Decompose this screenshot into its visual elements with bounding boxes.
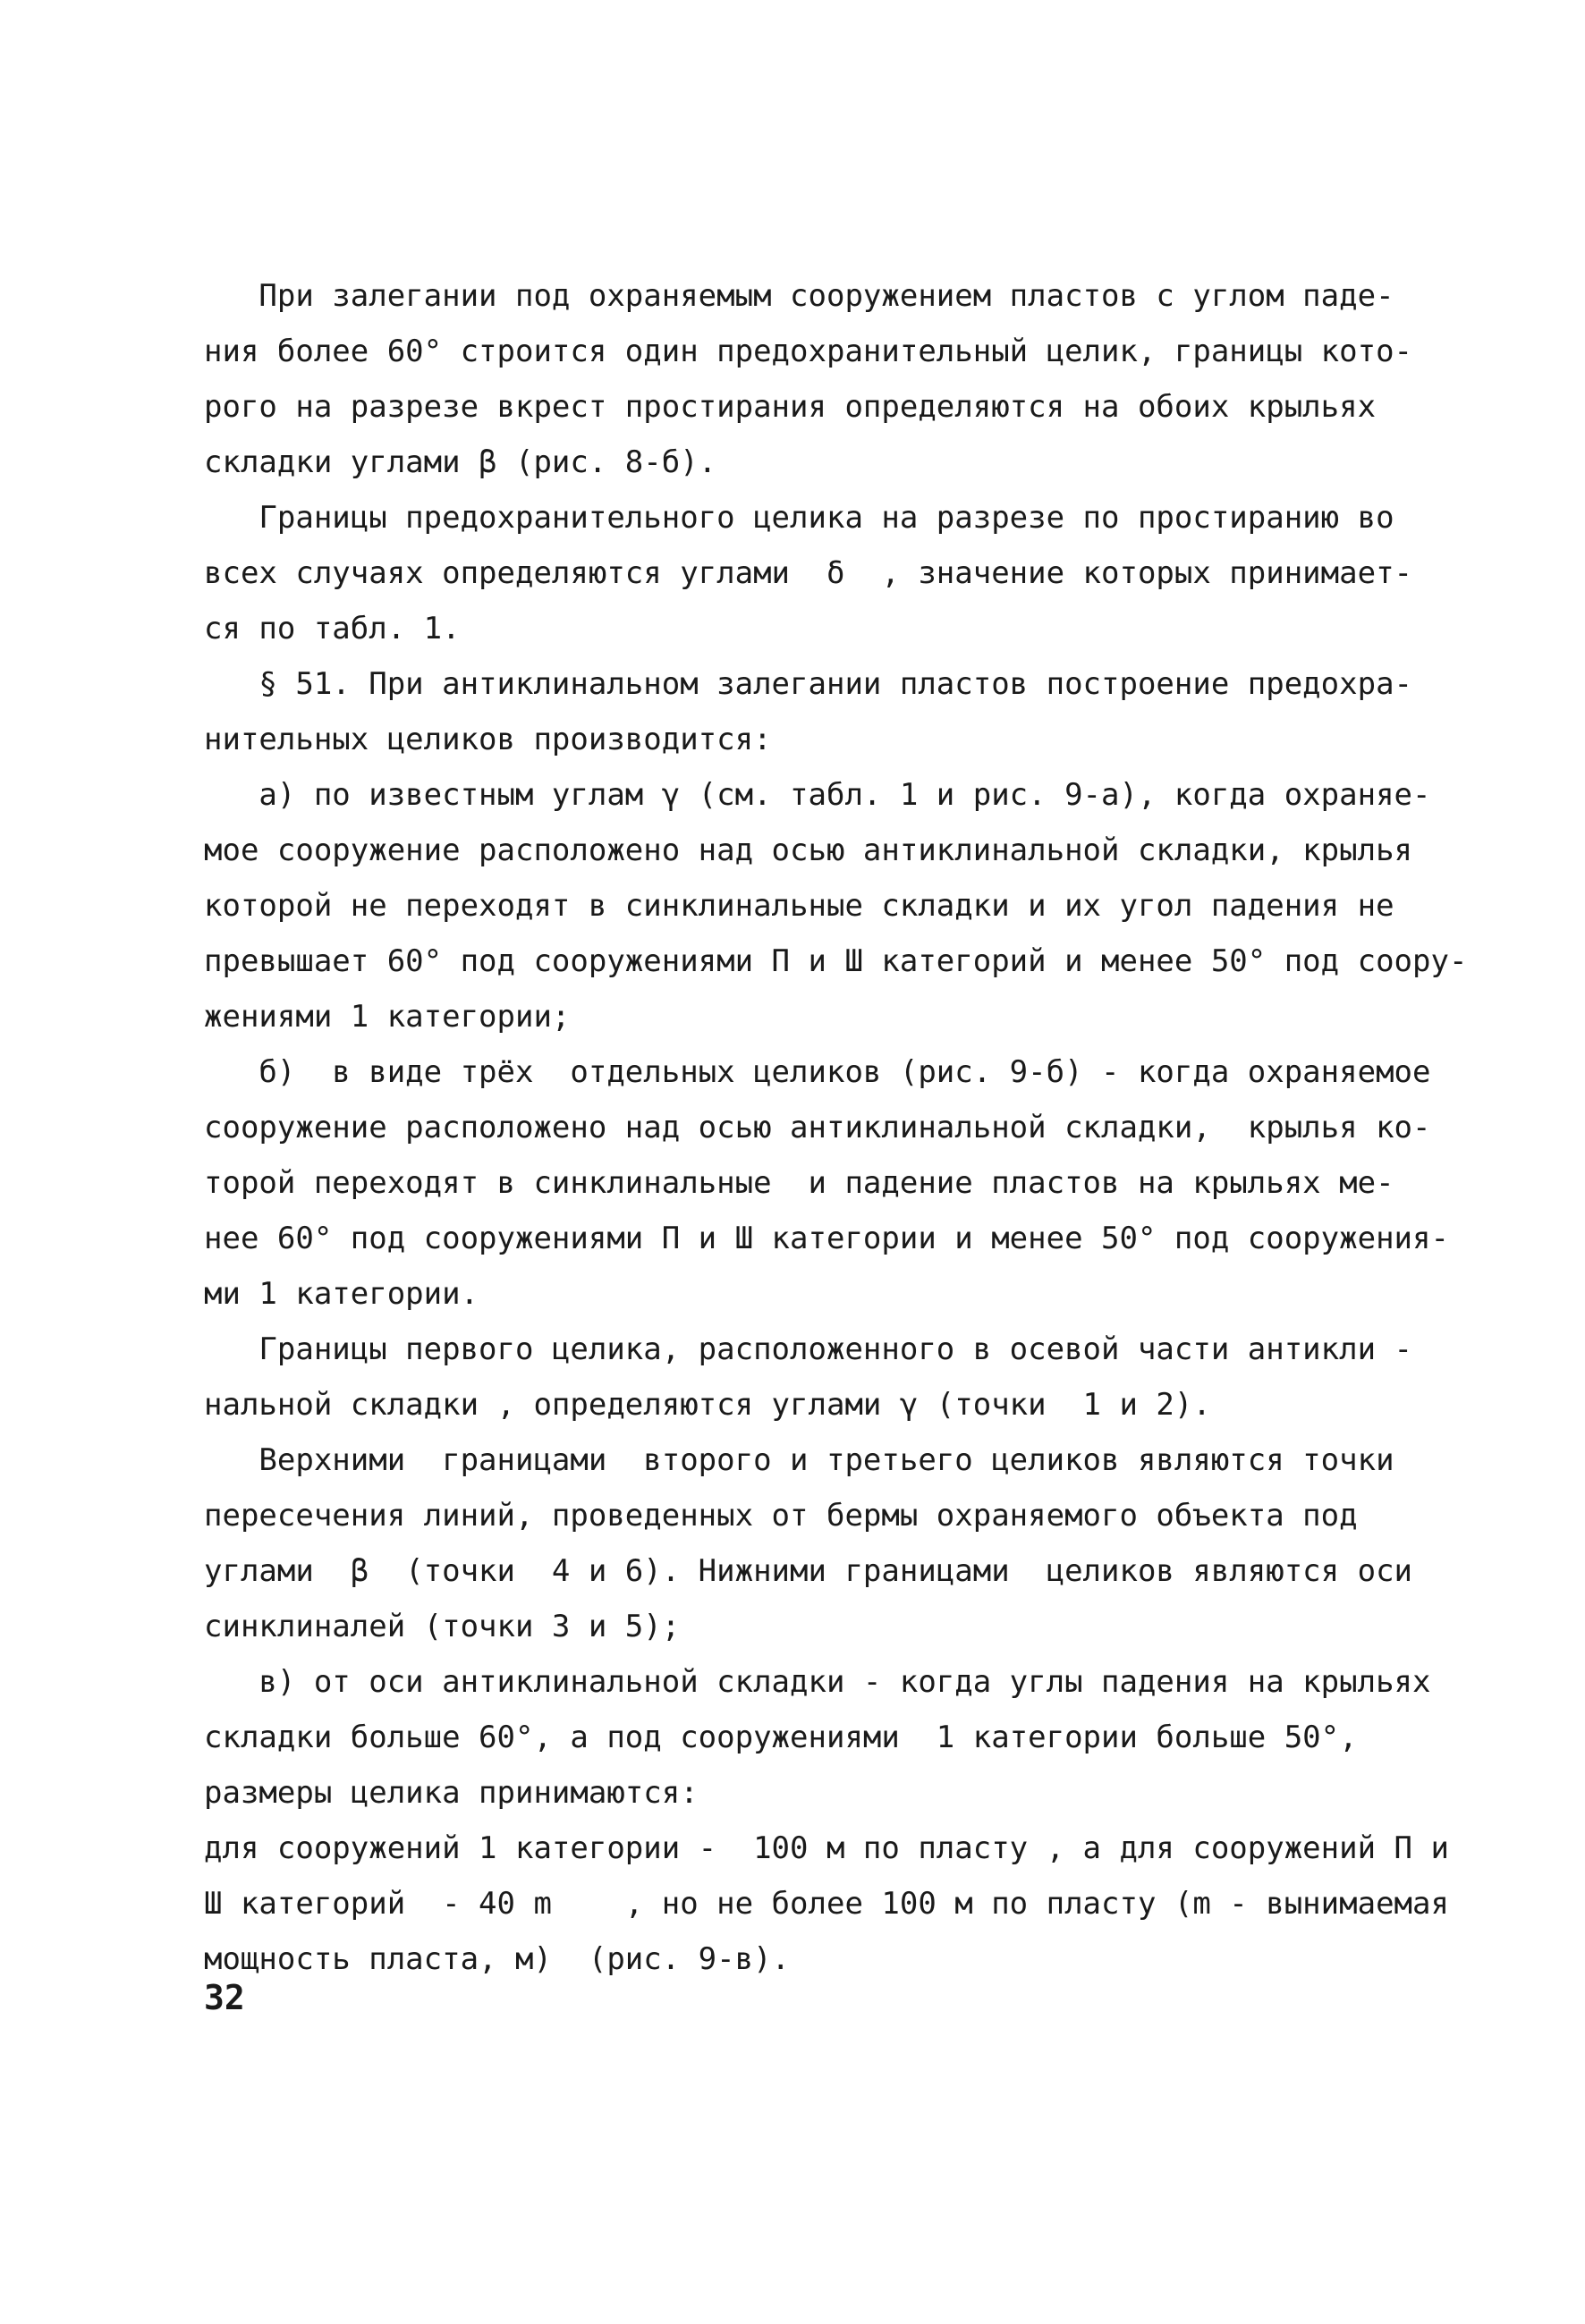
text-line: для сооружений 1 категории - 100 м по пласту , а для сооружений П и: [204, 1830, 1449, 1866]
text-line: складки углами β (рис. 8-б).: [204, 444, 717, 480]
text-line: мощность пласта, м) (рис. 9-в).: [204, 1941, 791, 1977]
page-number: 32: [204, 1978, 245, 2017]
text-line: Границы предохранительного целика на разрезе по простиранию во: [204, 500, 1394, 536]
text-line: в) от оси антиклинальной складки - когда углы падения на крыльях: [204, 1664, 1431, 1700]
text-line: торой переходят в синклинальные и падение пластов на крыльях ме-: [204, 1165, 1394, 1201]
text-line: всех случаях определяются углами δ , значение которых принимает-: [204, 555, 1413, 591]
text-line: складки больше 60°, а под сооружениями 1 категории больше 50°,: [204, 1720, 1358, 1755]
body-text: [204, 268, 1468, 1987]
text-line: Границы первого целика, расположенного в осевой части антикли -: [204, 1331, 1413, 1367]
text-line: § 51. При антиклинальном залегании пластов построение предохра-: [204, 666, 1413, 702]
text-line: а) по известным углам γ (см. табл. 1 и рис. 9-а), когда охраняе-: [204, 777, 1431, 813]
text-line: ся по табл. 1.: [204, 611, 461, 646]
text-line: жениями 1 категории;: [204, 999, 571, 1035]
text-line: углами β (точки 4 и 6). Нижними границами целиков являются оси: [204, 1553, 1413, 1589]
text-line: пересечения линий, проведенных от бермы охраняемого объекта под: [204, 1498, 1358, 1534]
text-line: Ш категорий - 40 m , но не более 100 м по пласту (m - вынимаемая: [204, 1886, 1449, 1922]
text-line: Верхними границами второго и третьего целиков являются точки: [204, 1442, 1394, 1478]
text-line: превышает 60° под сооружениями П и Ш категорий и менее 50° под соору-: [204, 943, 1468, 979]
text-line: синклиналей (точки 3 и 5);: [204, 1609, 681, 1644]
text-line: нительных целиков производится:: [204, 722, 772, 757]
text-line: нее 60° под сооружениями П и Ш категории и менее 50° под сооружения-: [204, 1221, 1449, 1256]
text-line: нальной складки , определяются углами γ (точки 1 и 2).: [204, 1387, 1211, 1423]
text-line: б) в виде трёх отдельных целиков (рис. 9-б) - когда охраняемое: [204, 1054, 1431, 1090]
text-line: ния более 60° строится один предохранительный целик, границы кото-: [204, 334, 1413, 369]
text-line: мое сооружение расположено над осью антиклинальной складки, крылья: [204, 832, 1413, 868]
text-line: При залегании под охраняемым сооружением пластов с углом паде-: [204, 278, 1394, 314]
text-line: которой не переходят в синклинальные складки и их угол падения не: [204, 888, 1394, 924]
text-line: сооружение расположено над осью антиклинальной складки, крылья ко-: [204, 1110, 1431, 1145]
text-line: ми 1 категории.: [204, 1276, 479, 1312]
text-line: рого на разрезе вкрест простирания определяются на обоих крыльях: [204, 389, 1377, 425]
text-line: размеры целика принимаются:: [204, 1775, 699, 1811]
